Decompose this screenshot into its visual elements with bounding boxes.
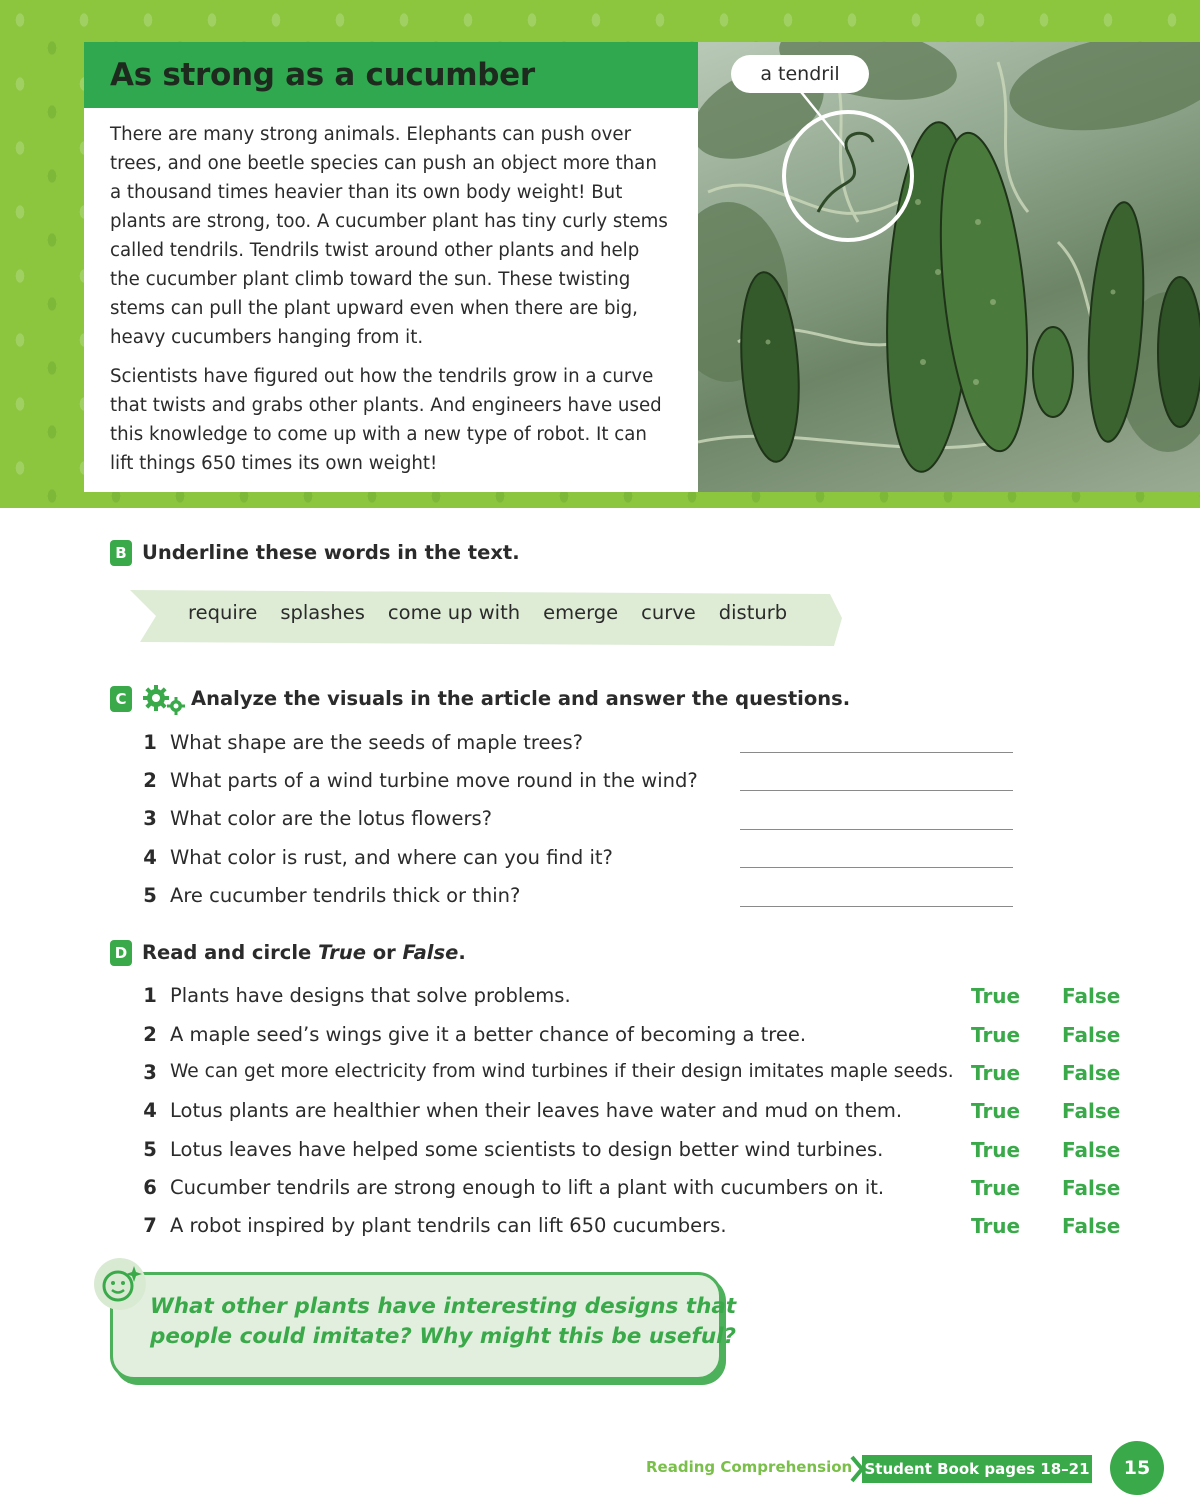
answer-line-3[interactable] [740,829,1013,830]
article-paragraph-1: There are many strong animals. Elephants can push over trees, and one beetle species can push an object more than a thousand times heavier than its own body weight! But plants are strong, too. A cucumber plant has tiny curly stems called tendrils. Tendrils twist around other plants and help the cucumber plant climb toward the sun. These twisting stems can pull the plant upward even when there are big, heavy cucumbers hanging from it. [110,124,668,348]
word-bank-item: splashes [280,601,365,624]
word-bank-item: emerge [543,601,619,624]
true-option[interactable]: True [971,1176,1021,1200]
section-d-instruction-prefix: Read and circle [142,941,319,964]
question-text: Are cucumber tendrils thick or thin? [170,884,521,907]
statement-number: 6 [143,1176,157,1199]
article-paragraph-2: Scientists have figured out how the tendrils grow in a curve that twists and grabs other plants. And engineers have used this knowledge to come up with a new type of robot. It can lift things 650 times its own weight! [110,366,662,474]
section-c-badge: C [110,686,132,712]
word-bank-item: disturb [718,601,788,624]
question-text: What shape are the seeds of maple trees? [170,731,583,754]
false-option[interactable]: False [1062,1061,1121,1085]
false-option[interactable]: False [1062,1214,1121,1238]
statement-text: Plants have designs that solve problems. [170,984,571,1007]
false-option[interactable]: False [1062,1099,1121,1123]
statement-number: 5 [143,1138,157,1161]
tendril-callout-circle [784,112,912,240]
article-body [84,108,698,478]
section-b-badge: B [110,540,132,566]
section-d-instruction-mid: or [365,941,403,964]
statement-text: A robot inspired by plant tendrils can lift 650 cucumbers. [170,1214,727,1237]
section-d-instruction-false: False [402,941,459,964]
statement-number: 3 [143,1061,157,1084]
section-d-instruction-suffix: . [458,941,466,964]
question-number: 5 [143,884,157,907]
cucumber-illustration [698,42,1200,492]
cucumber-photo [698,42,1200,492]
true-option[interactable]: True [971,1138,1021,1162]
think-prompt-line-2: people could imitate? Why might this be useful? [150,1324,737,1349]
question-number: 1 [143,731,157,754]
true-option[interactable]: True [971,1099,1021,1123]
statement-text: We can get more electricity from wind turbines if their design imitates maple seeds. [170,1061,954,1082]
true-option[interactable]: True [971,1214,1021,1238]
true-option[interactable]: True [971,1023,1021,1047]
footer-pages-label: Student Book pages 18–21 [862,1455,1092,1483]
false-option[interactable]: False [1062,1138,1121,1162]
true-option[interactable]: True [971,984,1021,1008]
article-title-bar [84,42,698,108]
true-option[interactable]: True [971,1061,1021,1085]
statement-text: A maple seed’s wings give it a better chance of becoming a tree. [170,1023,807,1046]
section-b-instruction: Underline these words in the text. [142,541,520,564]
false-option[interactable]: False [1062,1023,1121,1047]
page-number: 15 [1110,1441,1164,1495]
think-prompt-line-1: What other plants have interesting designs that [150,1294,737,1319]
statement-number: 2 [143,1023,157,1046]
question-text: What color are the lotus flowers? [170,807,492,830]
statement-number: 1 [143,984,157,1007]
word-bank [130,588,842,648]
question-text: What parts of a wind turbine move round in the wind? [170,769,698,792]
section-d-badge: D [110,940,132,966]
tendril-label: a tendril [731,55,869,93]
question-number: 2 [143,769,157,792]
thinking-face-icon [94,1258,146,1310]
think-prompt [150,1292,737,1352]
answer-line-2[interactable] [740,790,1013,791]
section-d-instruction [142,941,466,964]
article-card [84,42,698,492]
question-number: 4 [143,846,157,869]
false-option[interactable]: False [1062,1176,1121,1200]
word-bank-item: come up with [387,601,521,624]
word-bank-words [188,601,787,624]
word-bank-item: curve [641,601,696,624]
section-c-instruction: Analyze the visuals in the article and answer the questions. [191,687,851,710]
statement-number: 4 [143,1099,157,1122]
word-bank-item: require [188,601,258,624]
answer-line-1[interactable] [740,752,1013,753]
question-number: 3 [143,807,157,830]
statement-text: Lotus leaves have helped some scientists to design better wind turbines. [170,1138,884,1161]
statement-text: Lotus plants are healthier when their leaves have water and mud on them. [170,1099,903,1122]
article-title: As strong as a cucumber [110,57,535,93]
question-text: What color is rust, and where can you find it? [170,846,613,869]
statement-text: Cucumber tendrils are strong enough to lift a plant with cucumbers on it. [170,1176,885,1199]
answer-line-4[interactable] [740,867,1013,868]
footer-section-label: Reading Comprehension [646,1458,853,1476]
answer-line-5[interactable] [740,906,1013,907]
critical-thinking-gears-icon [140,684,188,716]
section-d-instruction-true: True [318,941,366,964]
false-option[interactable]: False [1062,984,1121,1008]
statement-number: 7 [143,1214,157,1237]
